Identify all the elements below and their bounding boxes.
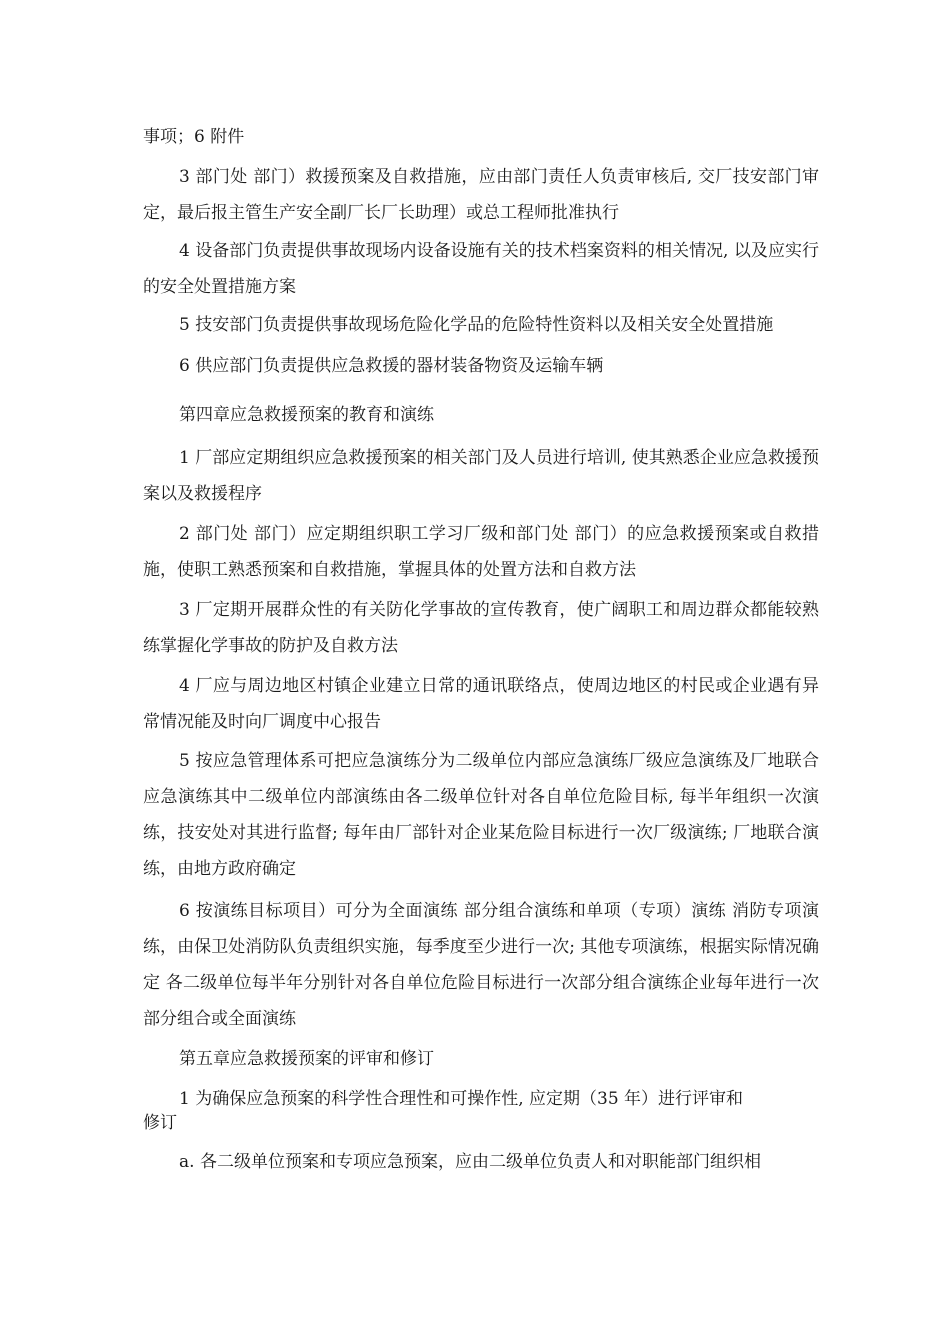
chapter-five-subitem-a: a. 各二级单位预案和专项应急预案，应由二级单位负责人和对职能部门组织相	[179, 1152, 761, 1172]
paragraph-continuation: 事项；6 附件	[143, 127, 245, 147]
paragraph-item-3: 3 部门处 部门）救援预案及自救措施，应由部门责任人负责审核后, 交厂技安部门审定，最后报主管生产安全副厂长厂长助理）或总工程师批准执行	[143, 167, 819, 223]
chapter-four-item-4: 4 厂应与周边地区村镇企业建立日常的通讯联络点，使周边地区的村民或企业遇有异常情况能及时向厂调度中心报告	[143, 676, 819, 732]
chapter-four-item-5: 5 按应急管理体系可把应急演练分为二级单位内部应急演练厂级应急演练及厂地联合应急演练其中二级单位内部演练由各二级单位针对各自单位危险目标, 每半年组织一次演练，技安处对其进行监督; 每年由厂部针对企业某危险目标进行一次厂级演练; 厂地联合演练，由地方政府确定	[143, 751, 819, 879]
chapter-four-item-6: 6 按演练目标项目）可分为全面演练 部分组合演练和单项（专项）演练 消防专项演练，由保卫处消防队负责组织实施，每季度至少进行一次; 其他专项演练，根据实际情况确定 各二级单位每半年分别针对各自单位危险目标进行一次部分组合演练企业每年进行一次部分组合或全面演练	[143, 901, 819, 1029]
chapter-four-item-1: 1 厂部应定期组织应急救援预案的相关部门及人员进行培训, 使其熟悉企业应急救援预案以及救援程序	[143, 448, 819, 504]
paragraph-item-5: 5 技安部门负责提供事故现场危险化学品的危险特性资料以及相关安全处置措施	[179, 315, 774, 335]
chapter-four-item-3: 3 厂定期开展群众性的有关防化学事故的宣传教育，使广阔职工和周边群众都能较熟练掌握化学事故的防护及自救方法	[143, 600, 819, 656]
paragraph-item-4: 4 设备部门负责提供事故现场内设备设施有关的技术档案资料的相关情况, 以及应实行的安全处置措施方案	[143, 241, 819, 297]
chapter-five-heading: 第五章应急救援预案的评审和修订	[179, 1049, 434, 1069]
chapter-five-item-1: 1 为确保应急预案的科学性合理性和可操作性, 应定期（35 年）进行评审和	[179, 1089, 744, 1109]
paragraph-item-6: 6 供应部门负责提供应急救援的器材装备物资及运输车辆	[179, 356, 604, 376]
chapter-five-item-1-continued: 修订	[143, 1113, 177, 1133]
chapter-four-heading: 第四章应急救援预案的教育和演练	[179, 405, 434, 425]
chapter-four-item-2: 2 部门处 部门）应定期组织职工学习厂级和部门处 部门）的应急救援预案或自救措施，使职工熟悉预案和自救措施，掌握具体的处置方法和自救方法	[143, 524, 819, 580]
